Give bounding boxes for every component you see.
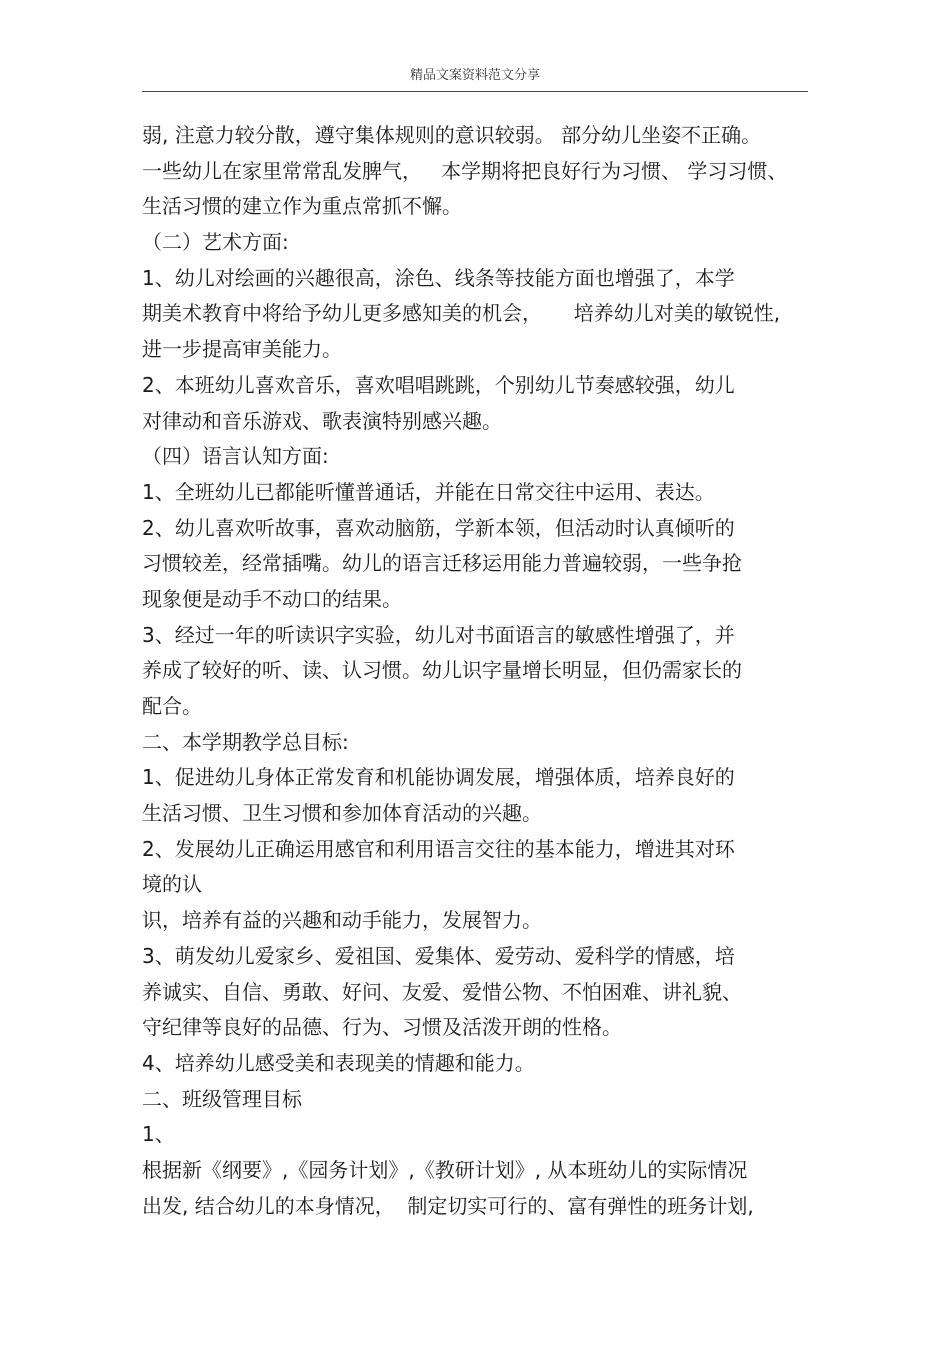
text-line: 期美术教育中将给予幼儿更多感知美的机会， 培养幼儿对美的敏锐性, — [142, 301, 781, 326]
text-line: 对律动和音乐游戏、歌表演特别感兴趣。 — [142, 408, 502, 433]
text-line: 1、全班幼儿已都能听懂普通话，并能在日常交往中运用、表达。 — [142, 479, 715, 504]
text-line: 3、经过一年的听读识字实验，幼儿对书面语言的敏感性增强了，并 — [142, 622, 735, 647]
text-line: 进一步提高审美能力。 — [142, 337, 342, 362]
text-line: 养成了较好的听、读、认习惯。幼儿识字量增长明显，但仍需家长的 — [142, 658, 742, 683]
text-line: 出发, 结合幼儿的本身情况， 制定切实可行的、富有弹性的班务计划, — [142, 1193, 754, 1218]
text-line: 一些幼儿在家里常常乱发脾气， 本学期将把良好行为习惯、 学习习惯、 — [142, 158, 788, 183]
text-line: 识，培养有益的兴趣和动手能力，发展智力。 — [142, 908, 542, 933]
document-body — [142, 118, 822, 1224]
section-heading: 二、本学期教学总目标: — [142, 729, 349, 754]
text-line: 生活习惯的建立作为重点常抓不懈。 — [142, 194, 462, 219]
text-line: 2、发展幼儿正确运用感官和利用语言交往的基本能力，增进其对环 — [142, 836, 735, 861]
text-line: 弱, 注意力较分散，遵守集体规则的意识较弱。 部分幼儿坐姿不正确。 — [142, 123, 762, 147]
text-line: 守纪律等良好的品德、行为、习惯及活泼开朗的性格。 — [142, 1015, 622, 1040]
text-line: 配合。 — [142, 694, 202, 718]
text-line: 3、萌发幼儿爱家乡、爱祖国、爱集体、爱劳动、爱科学的情感，培 — [142, 943, 735, 968]
text-line: 2、本班幼儿喜欢音乐，喜欢唱唱跳跳，个别幼儿节奏感较强，幼儿 — [142, 372, 735, 397]
text-line: 养诚实、自信、勇敢、好问、友爱、爱惜公物、不怕困难、讲礼貌、 — [142, 979, 742, 1004]
section-heading: （二）艺术方面: — [142, 230, 289, 255]
header-divider — [142, 91, 808, 92]
text-line: 2、幼儿喜欢听故事，喜欢动脑筋，学新本领，但活动时认真倾听的 — [142, 515, 735, 540]
page-header: 精品文案资料范文分享 — [409, 68, 540, 83]
text-line: 现象便是动手不动口的结果。 — [142, 586, 402, 611]
text-line: 1、幼儿对绘画的兴趣很高，涂色、线条等技能方面也增强了，本学 — [142, 265, 735, 290]
section-heading: 二、班级管理目标 — [142, 1086, 302, 1111]
text-line: 4、培养幼儿感受美和表现美的情趣和能力。 — [142, 1050, 535, 1075]
text-line: 生活习惯、卫生习惯和参加体育活动的兴趣。 — [142, 801, 542, 826]
text-line: 习惯较差，经常插嘴。幼儿的语言迁移运用能力普遍较弱，一些争抢 — [142, 551, 742, 576]
text-line: 境的认 — [142, 872, 202, 897]
text-line: 1、促进幼儿身体正常发育和机能协调发展，增强体质，培养良好的 — [142, 765, 735, 790]
text-line: 根据新《纲要》,《园务计划》,《教研计划》, 从本班幼儿的实际情况 — [142, 1157, 748, 1182]
text-line: 1、 — [142, 1122, 175, 1147]
section-heading: （四）语言认知方面: — [142, 444, 329, 469]
